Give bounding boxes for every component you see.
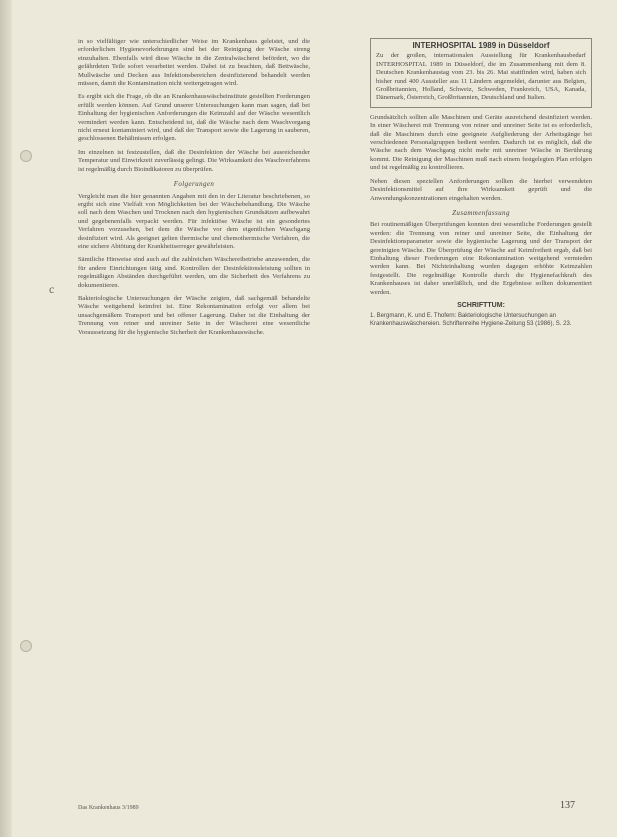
page-number: 137 (560, 800, 575, 811)
body-paragraph: Grundsätzlich sollten alle Maschinen und Geräte ausreichend desinfiziert werden. In einer Wäscherei mit Trennung von reiner und unreiner Seite ist es erforderlich, daß die Maschinen durch eine geeignete Aufgliederung der Arbeitsgänge bei verschiedenen Personalgruppen bedient werden. Dadurch ist es möglich, daß die Wäsche nach dem Waschgang nicht mehr mit unreiner Wäsche in Berührung kommt. Die Reinigung der Maschinen muß nach einem festgelegten Plan erfolgen und ist regelmäßig zu kontrollieren. (370, 113, 592, 172)
body-paragraph: Im einzelnen ist festzustellen, daß die Desinfektion der Wäsche bei ausreichender Temperatur und Einwirkzeit zuverlässig gelingt. Die Wirksamkeit des Waschverfahrens ist regelmäßig durch Bioindikatoren zu überprüfen. (78, 148, 310, 173)
punch-holes (20, 0, 34, 837)
body-paragraph: Es ergibt sich die Frage, ob die an Krankenhauswäscheinstitute gestellten Forderungen erfüllt werden können. Auf Grund unserer Untersuchungen kann man sagen, daß bei Einhaltung der hygienischen Anforderungen die Keimzahl auf der Wäsche wesentlich vermindert werden kann. Entscheidend ist, daß die Wäsche nach dem Waschvorgang nicht erneut kontaminiert wird, und daß der Transport sowie die Lagerung in sauberen, geschlossenen Behältnissen erfolgen. (78, 93, 310, 143)
left-column (78, 38, 310, 342)
section-heading-zusammenfassung: Zusammenfassung (452, 208, 510, 217)
section-heading-folgerungen: Folgerungen (173, 180, 215, 189)
announcement-text: Zu der großen, internationalen Ausstellung für Krankenhausbedarf INTERHOSPITAL 1989 in Düsseldorf, die im Zusammenhang mit dem 8. Deutschen Krankenhaustag vom 23. bis 26. Mai stattfinden wird, haben sich bisher rund 400 Aussteller aus 11 Ländern angemeldet, darunter aus Belgien, Großbritannien, Holland, Schweiz, Schweden, Frankreich, USA, Kanada, Dänemark, Österreich, Großbritannien, Deutschland und Italien. (376, 52, 586, 102)
punch-hole (20, 150, 32, 162)
punch-hole (20, 640, 32, 652)
body-paragraph: in so vielfältiger wie unterschiedlicher Weise im Krankenhaus geleistet, und die erforderlichen Hygienevorkehrungen sind bei der Reinigung der Wäsche streng einzuhalten. Ebenfalls wird diese Wäsche in die Zentralwäscherei befördert, wo die gefährdeten Teile sofort verarbeitet werden. Dabei ist zu beachten, daß Bettwäsche, Mullwäsche und Decken aus Infektionsbereichen desinfizierend behandelt werden müssen, damit die Kontamination nicht weitergetragen wird. (78, 38, 310, 88)
body-paragraph: Neben diesen speziellen Anforderungen sollten die hierbei verwendeten Desinfektionsmittel auf ihre Wirksamkeit geprüft und die Anwendungskonzentrationen eingehalten werden. (370, 177, 592, 202)
announcement-title: INTERHOSPITAL 1989 in Düsseldorf (412, 41, 550, 50)
right-column (370, 38, 592, 334)
pen-mark: c (49, 282, 55, 296)
references-heading: SCHRIFTTUM: (457, 301, 505, 309)
reference-entry: 1. Bergmann, K. und E. Thofern: Bakteriologische Untersuchungen an Krankenhauswäschereien. Schriftenreihe Hygiene-Zeitung 53 (1986), S. 23. (370, 313, 572, 327)
announcement-box (370, 38, 592, 108)
binding-spine (0, 0, 12, 837)
body-paragraph: Bei routinemäßigen Überprüfungen konnten drei wesentliche Forderungen gestellt werden: die Trennung von reiner und unreiner Seite, die Einhaltung der Desinfektionsparameter sowie die hygienische Lagerung und der Transport der gereinigten Wäsche. Die Überprüfung der Wäsche auf Keimfreiheit ergab, daß bei Einhaltung dieser Forderungen eine Rekontamination weitgehend vermieden werden kann. Bei Nichteinhaltung wurden dagegen erhöhte Keimzahlen festgestellt. Die regelmäßige Kontrolle durch die Hygienefachkraft des Krankenhauses ist daher unerläßlich, und die Ergebnisse sollten dokumentiert werden. (370, 221, 592, 296)
journal-footer: Das Krankenhaus 3/1989 (78, 805, 139, 811)
body-paragraph: Vergleicht man die hier genannten Angaben mit den in der Literatur beschriebenen, so ergibt sich eine Vielfalt von Möglichkeiten bei der Wäschebehandlung. Die Wäsche soll nach dem Waschen und Trocknen nach den hygienischen Grundsätzen aufbewahrt und gegebenenfalls verpackt werden. Für infektiöse Wäsche ist ein gesondertes Verfahren vorzusehen, bei dem die Wäsche vor dem eigentlichen Waschgang desinfiziert wird. Als geeignet gelten thermische und chemothermische Verfahren, die eine sichere Abtötung der Krankheitserreger gewährleisten. (78, 192, 310, 250)
body-paragraph: Sämtliche Hinweise sind auch auf die zahlreichen Wäschereibetriebe anzuwenden, die für andere Einrichtungen tätig sind. Kontrollen der Desinfektionsleistung sollten in regelmäßigen Abständen durchgeführt werden, um die Sicherheit des Verfahrens zu dokumentieren. (78, 256, 310, 289)
body-paragraph: Bakteriologische Untersuchungen der Wäsche zeigten, daß sachgemäß behandelte Wäsche weitgehend keimfrei ist. Eine Rekontamination erfolgt vor allem bei unsachgemäßem Transport und bei offener Lagerung. Daher ist die Einhaltung der Trennung von reiner und unreiner Seite in der Wäscherei eine wesentliche Voraussetzung für die hygienische Sicherheit der Krankenhauswäsche. (78, 294, 310, 336)
